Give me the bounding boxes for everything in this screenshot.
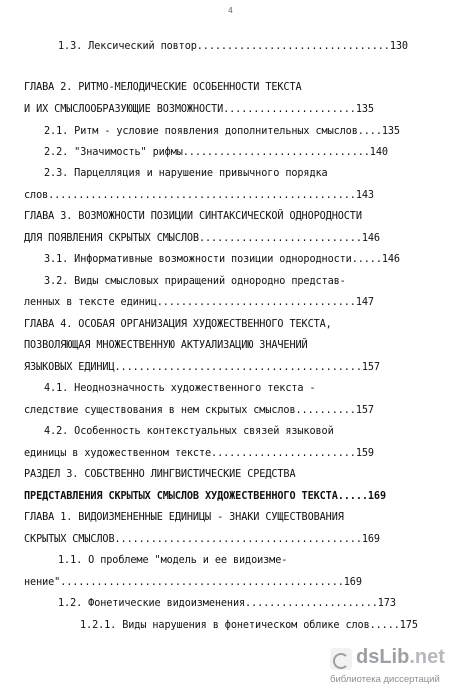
- toc-entry: ГЛАВА 3. ВОЗМОЖНОСТИ ПОЗИЦИИ СИНТАКСИЧЕСКОЙ ОДНОРОДНОСТИ: [24, 211, 362, 222]
- toc-entry: 3.1. Информативные возможности позиции однородности.....146: [44, 254, 400, 265]
- toc-entry: 3.2. Виды смысловых приращений однородно представ-: [44, 276, 346, 287]
- toc-entry: 1.2. Фонетические видоизменения......................173: [58, 598, 396, 609]
- page-mark: 4: [228, 6, 233, 15]
- watermark-name: dsLib.net: [356, 646, 445, 668]
- toc-entry: ЯЗЫКОВЫХ ЕДИНИЦ.........................................157: [24, 362, 380, 373]
- toc-entry: 4.1. Неоднозначность художественного текста -: [44, 383, 316, 394]
- toc-entry: следствие существования в нем скрытых смыслов..........157: [24, 405, 374, 416]
- toc-entry: ленных в тексте единиц.................................147: [24, 297, 374, 308]
- toc-entry: 4.2. Особенность контекстуальных связей языковой: [44, 426, 334, 437]
- toc-entry: ГЛАВА 1. ВИДОИЗМЕНЕННЫЕ ЕДИНИЦЫ - ЗНАКИ СУЩЕСТВОВАНИЯ: [24, 512, 344, 523]
- toc-entry: 1.1. О проблеме "модель и ее видоизме-: [58, 555, 288, 566]
- toc-entry: СКРЫТЫХ СМЫСЛОВ.........................................169: [24, 534, 380, 545]
- toc-entry: 2.1. Ритм - условие появления дополнительных смыслов....135: [44, 126, 400, 137]
- toc-entry: ГЛАВА 4. ОСОБАЯ ОРГАНИЗАЦИЯ ХУДОЖЕСТВЕННОГО ТЕКСТА,: [24, 319, 332, 330]
- toc-entry: И ИХ СМЫСЛООБРАЗУЮЩИЕ ВОЗМОЖНОСТИ......................135: [24, 104, 374, 115]
- toc-entry: 1.3. Лексический повтор................................130: [58, 41, 408, 52]
- toc-entry: 1.2.1. Виды нарушения в фонетическом облике слов.....175: [80, 620, 418, 631]
- toc-entry: 2.3. Парцелляция и нарушение привычного порядка: [44, 168, 328, 179]
- toc-entry: единицы в художественном тексте........................159: [24, 448, 374, 459]
- toc-entry: нение"...............................................169: [24, 577, 362, 588]
- toc-entry: ДЛЯ ПОЯВЛЕНИЯ СКРЫТЫХ СМЫСЛОВ...........................146: [24, 233, 380, 244]
- toc-entry: РАЗДЕЛ 3. СОБСТВЕННО ЛИНГВИСТИЧЕСКИЕ СРЕДСТВА: [24, 469, 296, 480]
- watermark-caption: библиотека диссертаций: [330, 674, 440, 685]
- watermark: [330, 646, 445, 688]
- toc-entry: ПРЕДСТАВЛЕНИЯ СКРЫТЫХ СМЫСЛОВ ХУДОЖЕСТВЕННОГО ТЕКСТА.....169: [24, 491, 387, 502]
- toc-entry: ПОЗВОЛЯЮЩАЯ МНОЖЕСТВЕННУЮ АКТУАЛИЗАЦИЮ ЗНАЧЕНИЙ: [24, 340, 308, 351]
- toc-entry: слов...................................................143: [24, 190, 374, 201]
- toc-entry: 2.2. "Значимость" рифмы...............................140: [44, 147, 388, 158]
- toc-entry: ГЛАВА 2. РИТМО-МЕЛОДИЧЕСКИЕ ОСОБЕННОСТИ ТЕКСТА: [24, 82, 302, 93]
- logo-icon: [330, 648, 352, 670]
